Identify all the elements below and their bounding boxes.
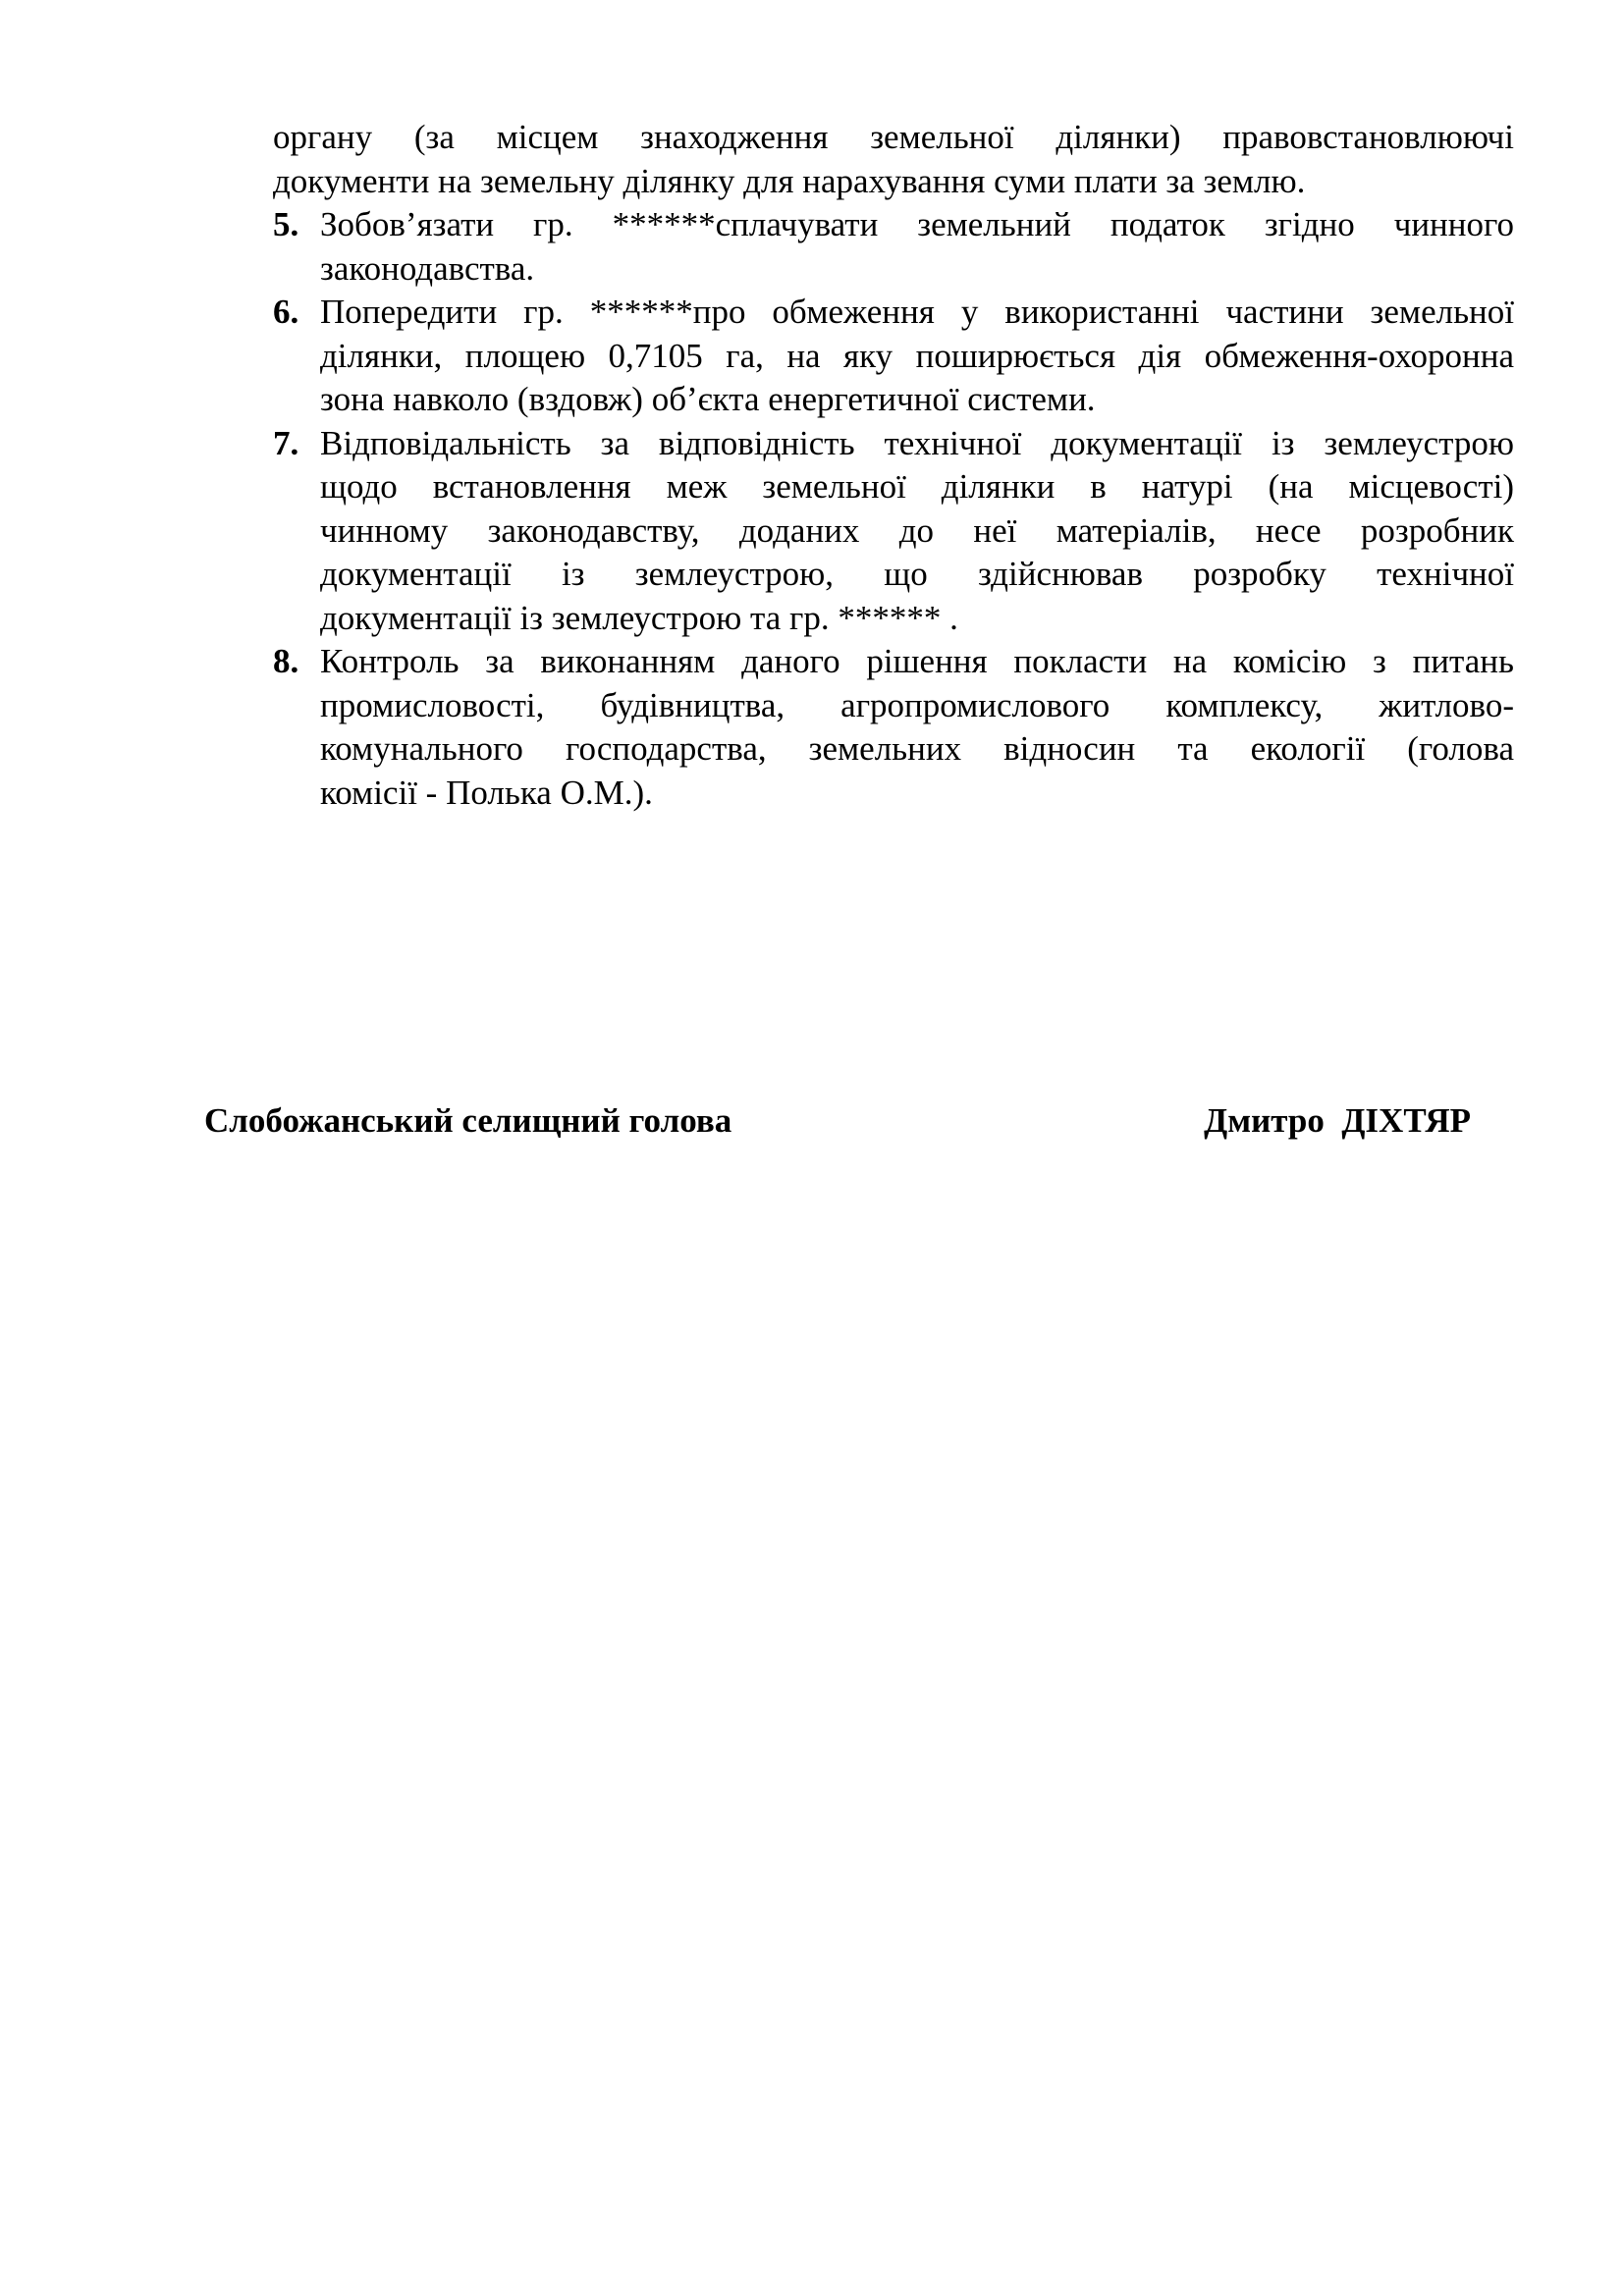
item-line: промисловості, будівництва, агропромислового комплексу, житлово- bbox=[320, 685, 1514, 724]
item-line: ділянки, площею 0,7105 га, на яку поширюється дія обмеження-охоронна bbox=[320, 336, 1514, 375]
item-line: документації із землеустрою та гр. ****** . bbox=[320, 598, 958, 637]
list-item-6 bbox=[273, 291, 1514, 422]
signatory-name: Дмитро ДІХТЯР bbox=[1204, 1101, 1471, 1140]
item-line: законодавства. bbox=[320, 248, 535, 288]
item-line: документації із землеустрою, що здійснював розробку технічної bbox=[320, 555, 1514, 593]
signatory-position: Слобожанський селищний голова bbox=[204, 1101, 732, 1140]
item-line: комісії - Полька О.М.). bbox=[320, 773, 653, 812]
item-line: зона навколо (вздовж) об’єкта енергетичної системи. bbox=[320, 380, 1096, 418]
item-line: щодо встановлення меж земельної ділянки в натурі (на місцевості) bbox=[320, 467, 1514, 506]
item-line: Попередити гр. ******про обмеження у використанні частини земельної bbox=[320, 293, 1514, 331]
continuation-line: органу (за місцем знаходження земельної ділянки) правовстановлюючі bbox=[273, 118, 1514, 156]
list-item-7 bbox=[273, 422, 1514, 641]
item-number: 6. bbox=[273, 293, 299, 331]
continuation-paragraph bbox=[273, 116, 1514, 203]
item-number: 5. bbox=[273, 205, 299, 243]
continuation-line: документи на земельну ділянку для нарахування суми плати за землю. bbox=[273, 161, 1306, 200]
item-line: Зобов’язати гр. ******сплачувати земельний податок згідно чинного bbox=[320, 205, 1514, 243]
list-item-8 bbox=[273, 640, 1514, 815]
item-number: 7. bbox=[273, 423, 299, 462]
item-line: Контроль за виконанням даного рішення покласти на комісію з питань bbox=[320, 642, 1514, 680]
item-line: комунального господарства, земельних відносин та екології (голова bbox=[320, 729, 1514, 768]
document-body bbox=[273, 116, 1514, 815]
item-number: 8. bbox=[273, 642, 299, 680]
list-item-5 bbox=[273, 203, 1514, 291]
item-line: Відповідальність за відповідність технічної документації із землеустрою bbox=[320, 423, 1514, 462]
item-line: чинному законодавству, доданих до неї матеріалів, несе розробник bbox=[320, 510, 1514, 550]
